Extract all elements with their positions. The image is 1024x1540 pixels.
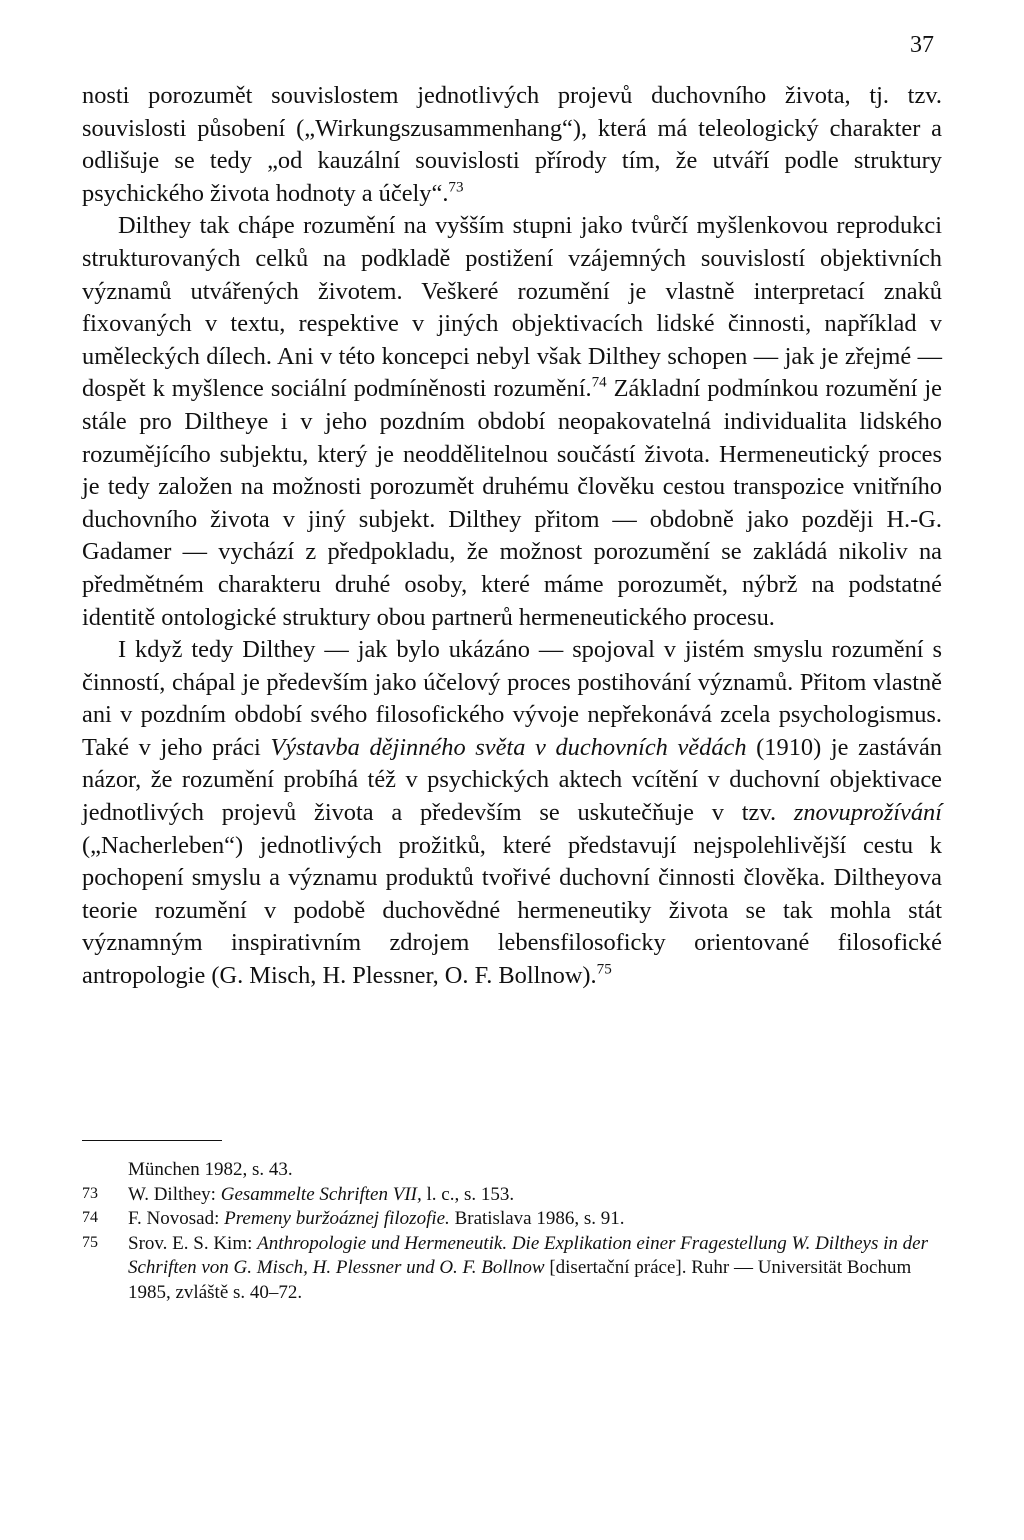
paragraph-continuation [82,80,942,210]
footnote-text: München 1982, s. 43. [128,1159,293,1180]
paragraph-text: I když tedy Dilthey — jak bylo ukázáno — spojoval v jistém smyslu rozumění s činností, chápal je především jako účelový proces postihování významů. Přitom vlastně ani v pozdním období svého filosofického vývoje nepřekonává zcela psychologismus. Také v jeho práci [82,636,942,761]
footnote-mark: 75 [82,1233,98,1251]
footnotes [82,1158,952,1305]
paragraph-text: (1910) je zastáván názor, že rozumění probíhá též v psychických aktech vcítění v duchovní objektivace jednotlivých projevů života a především se uskutečňuje v tzv. [82,733,943,827]
footnote-mark: 74 [82,1209,98,1226]
page-number: 37 [910,32,934,58]
paragraph-text: nosti porozumět souvislostem jednotlivých projevů duchovního života, tj. tzv. souvislosti působení („Wirkungszusammenhang“), která má teleologický charakter a odlišuje se tedy „od kauzální souvislosti přírody tím, že utváří podle struktury psychického života hodnoty a účely“. [82,82,942,207]
paragraph-text: Dilthey tak chápe rozumění na vyšším stupni jako tvůrčí myšlenkovou reprodukci strukturovaných celků na podkladě postižení vzájemných souvislostí objektivních významů utvářených životem. Veškeré rozumění je vlastně interpretací znaků fixovaných v textu, respektive v jiných objektivacích lidské činnosti, například v uměleckých dílech. Ani v této koncepci nebyl však Dilthey schopen — jak je zřejmé — dospět k myšlence sociální podmíněnosti rozumění. [82,212,942,403]
footnote-ref-73: 73 [448,179,464,196]
paragraph-dilthey-psychologism [82,634,942,993]
footnote-73 [82,1183,952,1208]
footnote-title: Anthropologie und Hermeneutik. Die Explikation einer Fragestellung W. Diltheys in der Schriften von G. Misch, H. Plessner und O. F. Bollnow [128,1232,928,1278]
footnote-separator [82,1140,222,1141]
term-italic: znovuprožívání [793,799,942,827]
footnote-text: Bratislava 1986, s. 91. [449,1208,625,1229]
footnote-continuation [82,1158,952,1183]
footnote-mark: 73 [82,1184,98,1202]
footnote-text: F. Novosad: [128,1208,225,1229]
work-title: Výstavba dějinného světa v duchovních vědách [270,733,747,761]
paragraph-dilthey-understanding [82,210,942,634]
footnote-title: Gesammelte Schriften VII, [220,1183,422,1205]
paragraph-text: („Nacherleben“) jednotlivých prožitků, které představují nejspolehlivější cestu k pochopení smyslu a významu produktů tvořivé duchovní činnosti člověka. Diltheyova teorie rozumění v podobě duchovědné hermeneutiky života se tak mohla stát významným inspirativním zdrojem lebensfilosoficky orientované filosofické antropologie (G. Misch, H. Plessner, O. F. Bollnow). [82,831,942,990]
footnote-text: Srov. E. S. Kim: [128,1232,258,1254]
footnote-text: W. Dilthey: [128,1183,221,1205]
footnote-74 [82,1207,952,1232]
paragraph-text: Základní podmínkou rozumění je stále pro Diltheye i v jeho pozdním období neopakovatelná individualita lidského rozumějícího subjektu, který je neoddělitelnou součástí života. Hermeneutický proces je tedy založen na možnosti porozumět druhému člověku cestou transpozice vnitřního duchovního života v jiný subjekt. Dilthey přitom — obdobně jako později H.-G. Gadamer — vychází z předpokladu, že možnost porozumění se zakládá nikoliv na předmětném charakteru druhé osoby, které máme porozumět, nýbrž na podstatné identitě ontologické struktury obou partnerů hermeneutického procesu. [82,375,942,631]
footnote-75 [82,1232,952,1306]
footnote-ref-74: 74 [591,374,607,391]
footnote-text: l. c., s. 153. [421,1183,515,1205]
body-text [82,80,942,993]
footnote-text: [disertační práce]. Ruhr — Universität Bochum 1985, zvláště s. 40–72. [128,1257,912,1303]
footnote-title: Premeny buržoáznej filozofie. [224,1208,450,1229]
footnote-ref-75: 75 [596,961,612,978]
